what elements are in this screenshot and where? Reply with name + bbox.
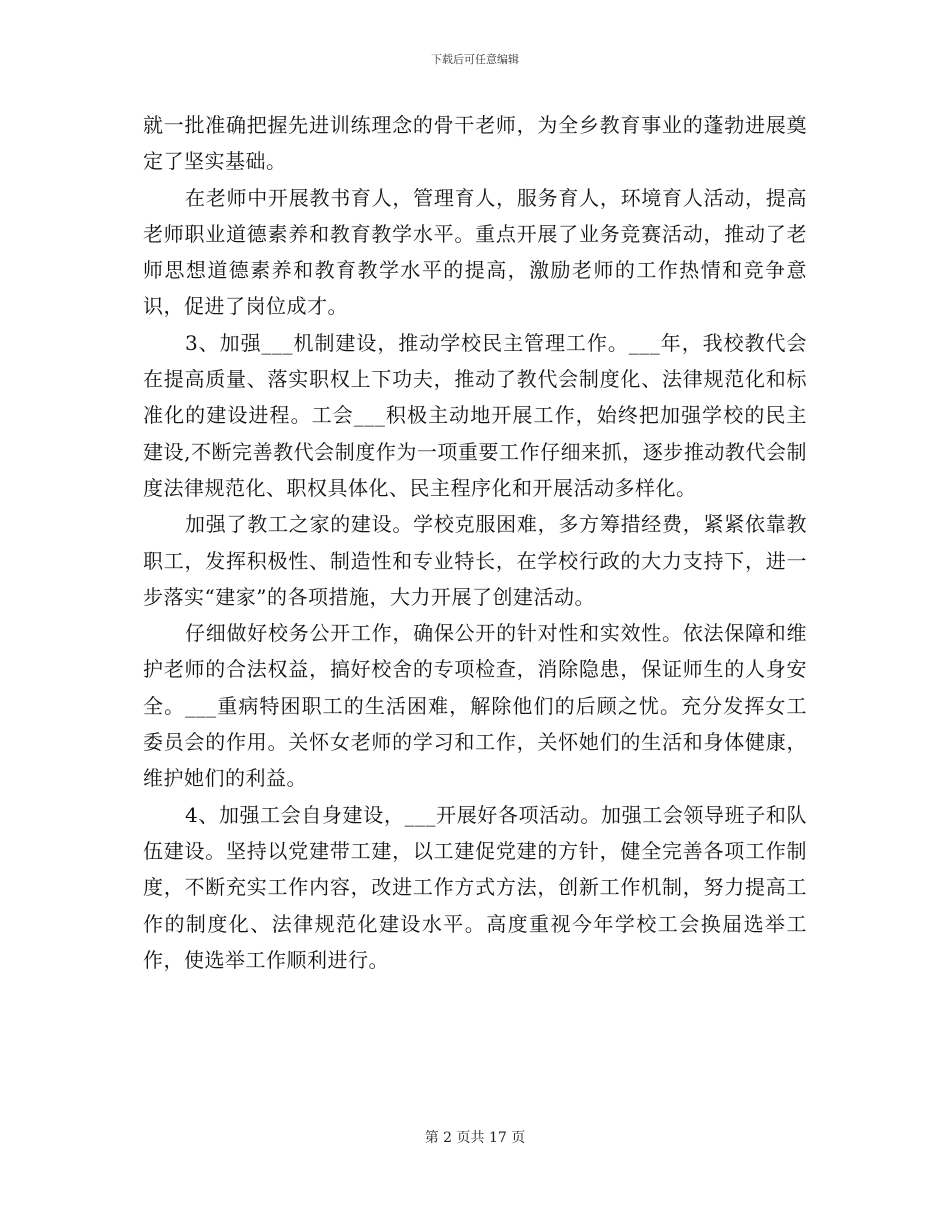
paragraph-democratic-management: 3、加强___机制建设，推动学校民主管理工作。___年，我校教代会在提高质量、落实职权上下功夫，推动了教代会制度化、法律规范化和标准化的建设进程。工会___积极主动地开展工作，始终把加强学校的民主建设,不断完善教代会制度作为一项重要工作仔细来抓，逐步推动教代会制度法律规范化、职权具体化、民主程序化和开展活动多样化。 [143,330,807,500]
page-header: 下载后可任意编辑 [431,53,519,66]
paragraph-continuation: 就一批准确把握先进训练理念的骨干老师，为全乡教育事业的蓬勃进展奠定了坚实基础。 [143,113,807,174]
document-body [143,107,807,978]
paragraph-union-building: 4、加强工会自身建设，___开展好各项活动。加强工会领导班子和队伍建设。坚持以党建带工建，以工建促党建的方针，健全完善各项工作制度，不断充实工作内容，改进工作方式方法，创新工作机制，努力提高工作的制度化、法律规范化建设水平。高度重视今年学校工会换届选举工作，使选举工作顺利进行。 [143,802,807,972]
page-number: 第 2 页共 17 页 [424,1130,526,1146]
paragraph-staff-home: 加强了教工之家的建设。学校克服困难，多方筹措经费，紧紧依靠教职工，发挥积极性、制造性和专业特长，在学校行政的大力支持下，进一步落实“建家”的各项措施，大力开展了创建活动。 [143,512,807,609]
paragraph-school-affairs: 仔细做好校务公开工作，确保公开的针对性和实效性。依法保障和维护老师的合法权益，搞好校舍的专项检查，消除隐患，保证师生的人身安全。___重病特困职工的生活困难，解除他们的后顾之忧。充分发挥女工委员会的作用。关怀女老师的学习和工作，关怀她们的生活和身体健康，维护她们的利益。 [143,621,807,791]
paragraph-teacher-ethics: 在老师中开展教书育人，管理育人，服务育人，环境育人活动，提高老师职业道德素养和教育教学水平。重点开展了业务竞赛活动，推动了老师思想道德素养和教育教学水平的提高，激励老师的工作热情和竞争意识，促进了岗位成才。 [143,185,807,319]
